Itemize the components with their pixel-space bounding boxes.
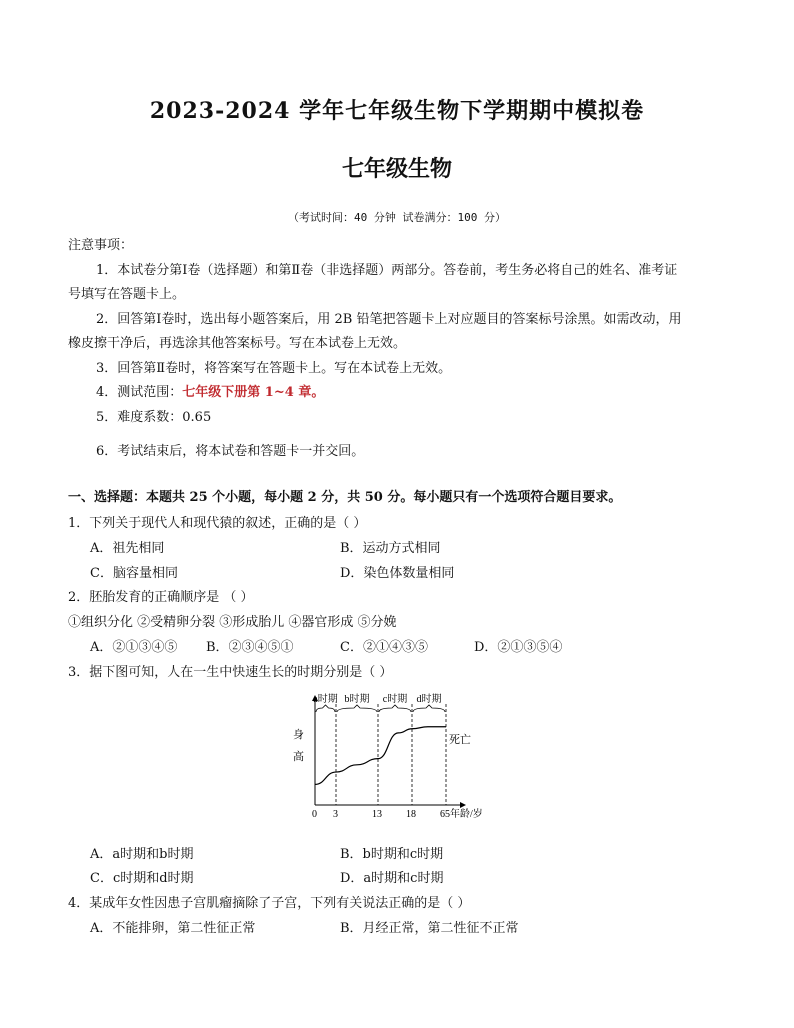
period-bracket	[379, 705, 411, 712]
x-tick-labels	[312, 807, 483, 820]
end-label: 死亡	[449, 734, 471, 746]
period-labels	[313, 692, 441, 705]
question-1-option-d: D．染色体数量相同	[340, 566, 455, 581]
y-label-bottom: 高	[293, 751, 304, 763]
question-2-steps: ①组织分化 ②受精卵分裂 ③形成胎儿 ④器官形成 ⑤分娩	[68, 615, 397, 630]
notice-item-6: 6．考试结束后，将本试卷和答题卡一并交回。	[96, 444, 365, 459]
period-bracket	[413, 705, 445, 712]
notice-item-1-line-1: 1．本试卷分第Ⅰ卷（选择题）和第Ⅱ卷（非选择题）两部分。答卷前，考生务必将自己的姓名、准考证	[96, 263, 678, 278]
x-tick-label: 3	[333, 809, 338, 820]
question-4-option-a: A．不能排卵，第二性征正常	[90, 921, 256, 936]
section-1-heading: 一、选择题：本题共 25 个小题，每小题 2 分，共 50 分。每小题只有一个选项符合题目要求。	[68, 490, 622, 505]
period-label: a时期	[313, 694, 338, 705]
question-3-option-c: C．c时期和d时期	[90, 871, 194, 886]
question-2-option-d: D．②①③⑤④	[474, 640, 563, 655]
period-boundaries	[336, 704, 446, 805]
exam-info: （考试时间：40 分钟 试卷满分：100 分）	[288, 211, 506, 224]
notice-item-2-line-2: 橡皮擦干净后，再选涂其他答案标号。写在本试卷上无效。	[68, 336, 407, 351]
question-1-option-b: B．运动方式相同	[340, 541, 441, 556]
notice-item-2-line-1: 2．回答第Ⅰ卷时，选出每小题答案后，用 2B 铅笔把答题卡上对应题目的答案标号涂黑。如需改动，用	[96, 312, 682, 327]
question-1-option-c: C．脑容量相同	[90, 566, 178, 581]
x-tick-label: 18	[406, 809, 416, 820]
notice-item-4-prefix: 4．测试范围：	[96, 385, 183, 400]
x-tick-label: 0	[312, 809, 317, 820]
question-2-option-a: A．②①③④⑤	[90, 640, 178, 655]
question-4-option-b: B．月经正常，第二性征不正常	[340, 921, 519, 936]
exam-title: 2023-2024 学年七年级生物下学期期中模拟卷	[149, 98, 645, 124]
x-tick-label: 13	[372, 809, 382, 820]
question-3-option-d: D．a时期和c时期	[340, 871, 444, 886]
period-brackets	[316, 705, 445, 712]
notice-heading: 注意事项：	[68, 238, 134, 253]
question-3-option-b: B．b时期和c时期	[340, 847, 444, 862]
exam-subtitle: 七年级生物	[341, 156, 452, 182]
notice-item-3: 3．回答第Ⅱ卷时，将答案写在答题卡上。写在本试卷上无效。	[96, 361, 452, 376]
x-tick-label: 65年龄/岁	[440, 809, 483, 820]
y-label-top: 身	[293, 729, 304, 741]
question-3-option-a: A．a时期和b时期	[90, 847, 194, 862]
question-1-stem: 1．下列关于现代人和现代猿的叙述，正确的是（ ）	[68, 516, 367, 531]
period-bracket	[337, 705, 377, 712]
question-2-option-b: B．②③④⑤①	[206, 640, 294, 655]
growth-curve-chart	[290, 690, 500, 825]
question-2-stem: 2．胚胎发育的正确顺序是 （ ）	[68, 590, 254, 605]
notice-item-4	[96, 381, 324, 400]
period-bracket	[316, 705, 335, 712]
notice-item-5: 5．难度系数：0.65	[96, 410, 212, 425]
test-scope: 七年级下册第 1~4 章。	[182, 385, 325, 400]
question-3-stem: 3．据下图可知，人在一生中快速生长的时期分别是（ ）	[68, 665, 393, 680]
period-label: b时期	[344, 694, 370, 705]
question-2-option-c: C．②①④③⑤	[340, 640, 428, 655]
question-4-stem: 4．某成年女性因患子宫肌瘤摘除了子宫，下列有关说法正确的是（ ）	[68, 896, 471, 911]
period-label: c时期	[382, 694, 408, 705]
growth-curve	[315, 727, 446, 785]
period-label: d时期	[416, 694, 442, 705]
notice-item-1-line-2: 号填写在答题卡上。	[68, 287, 186, 302]
question-1-option-a: A．祖先相同	[90, 541, 165, 556]
